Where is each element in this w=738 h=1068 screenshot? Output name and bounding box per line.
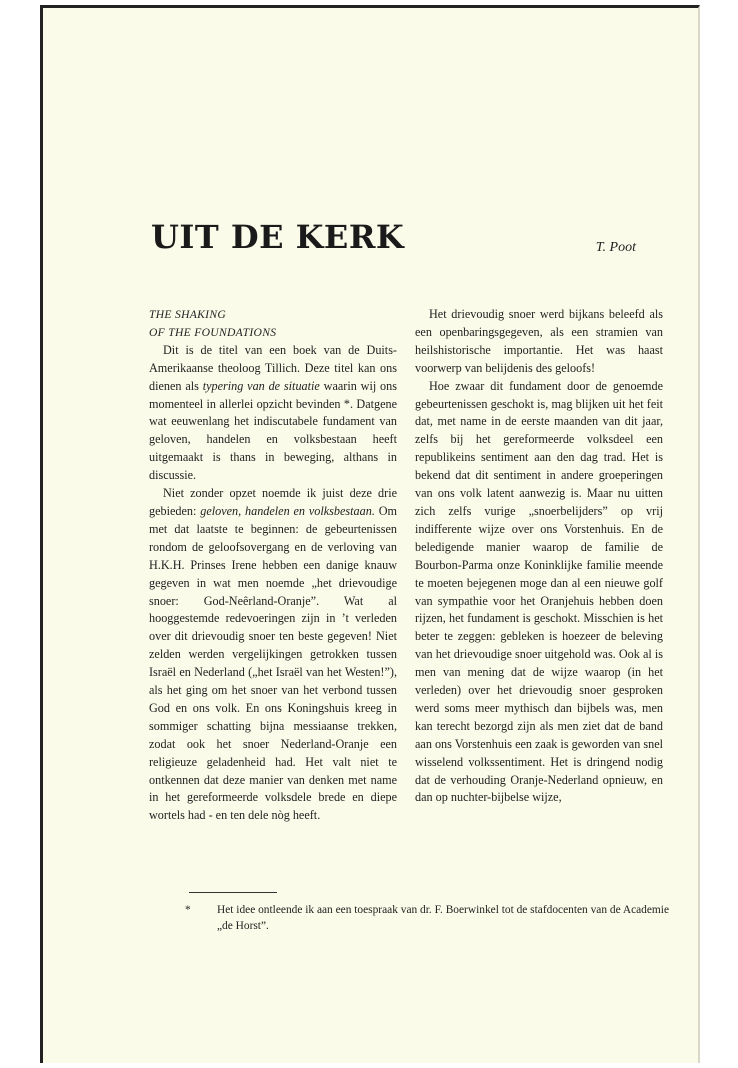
article-heading-line1: THE SHAKING: [149, 308, 227, 321]
paragraph-2: [149, 485, 397, 825]
footnote: [185, 902, 685, 934]
section-title: UIT DE KERK: [151, 218, 405, 256]
footnote-divider: [189, 892, 277, 893]
left-column: [149, 306, 397, 825]
paragraph-2-emphasis: geloven, handelen en volksbestaan.: [200, 503, 375, 518]
paragraph-1-text-a: Dit is de titel van een boek van de Duits-Amerikaanse theoloog Tillich. Deze titel kan ons dienen als: [149, 342, 397, 393]
article-heading-line2: OF THE FOUNDATIONS: [149, 325, 277, 339]
paragraph-1: [149, 342, 397, 485]
page: [40, 5, 700, 1063]
paragraph-1-text-b: waarin wij ons momenteel in allerlei opzicht bevinden *. Datgene wat eeuwenlang het indiscutabele fundament van geloven, handelen en volksbestaan heeft uitgemaakt is thans in beweging, althans in discussie.: [149, 378, 397, 483]
footnote-text: Het idee ontleende ik aan een toespraak van dr. F. Boerwinkel tot de stafdocenten van de Academie „de Horst”.: [217, 904, 670, 932]
paragraph-3: Het drievoudig snoer werd bijkans beleefd als een openbaringsgegeven, als een stramien van heilshistorische importantie. Het was haast voorwerp van belijdenis des geloofs!: [415, 307, 663, 375]
paragraph-2-text-a: Niet zonder opzet noemde ik juist deze drie gebieden:: [149, 486, 397, 518]
paragraph-1-emphasis: typering van de situatie: [202, 378, 320, 393]
footnote-mark: *: [185, 904, 191, 916]
right-column: [415, 306, 663, 807]
author: T. Poot: [595, 240, 636, 255]
paragraph-2-text-b: Om met dat laatste te beginnen: de gebeurtenissen rondom de geloofsovergang en de verloving van H.K.H. Prinses Irene hebben een danige knauw gegeven in wat men noemde „het drievoudige snoer: God-Neêrland-Oranje”. Wat al hooggestemde redevoeringen zijn in ’t verleden over dit drievoudig snoer ten beste gegeven! Niet zelden werden vergelijkingen getrokken tussen Israël en Nederland („het Israël van het Westen!”), als het ging om het snoer van het verbond tussen God en ons volk. En ons Koningshuis kreeg in sommiger schatting bijna messiaanse trekken, zodat ook het snoer Nederland-Oranje een religieuze geladenheid had. Het valt niet te ontkennen dat deze manier van denken met name in het gereformeerde volksdele brede en diepe wortels had - en ten dele nòg heeft.: [149, 503, 397, 823]
paragraph-4: Hoe zwaar dit fundament door de genoemde gebeurtenissen geschokt is, mag blijken uit het feit dat, met name in de eerste maanden van dit jaar, zelfs bij het gereformeerde volksdeel een republikeins sentiment aan den dag trad. Het is bekend dat dit sentiment in andere groeperingen van ons volk latent aanwezig is. Maar nu uitten zich zelfs vurige „snoerbelijders” op vrij indifferente wijze over ons Vorstenhuis. En de beledigende manier waarop de familie de Bourbon-Parma onze Koninklijke familie meende te moeten bejegenen moge dan al een nieuwe golf van sympathie voor het Oranjehuis hebben doen rijzen, het fundament is geschokt. Misschien is het beter te zeggen: gebleken is hoezeer de beleving van het drievoudige snoer uitgehold was. Ook al is men van mening dat de wijze waarop (in het verleden) over het drievoudig snoer gesproken werd soms meer mythisch dan bijbels was, men kan terecht bezorgd zijn als men ziet dat de band aan ons Vorstenhuis een zaak is geworden van snel wisselend volkssentiment. Het is dringend nodig dat de verhouding Oranje-Nederland opnieuw, en dan op nuchter-bijbelse wijze,: [415, 378, 663, 805]
